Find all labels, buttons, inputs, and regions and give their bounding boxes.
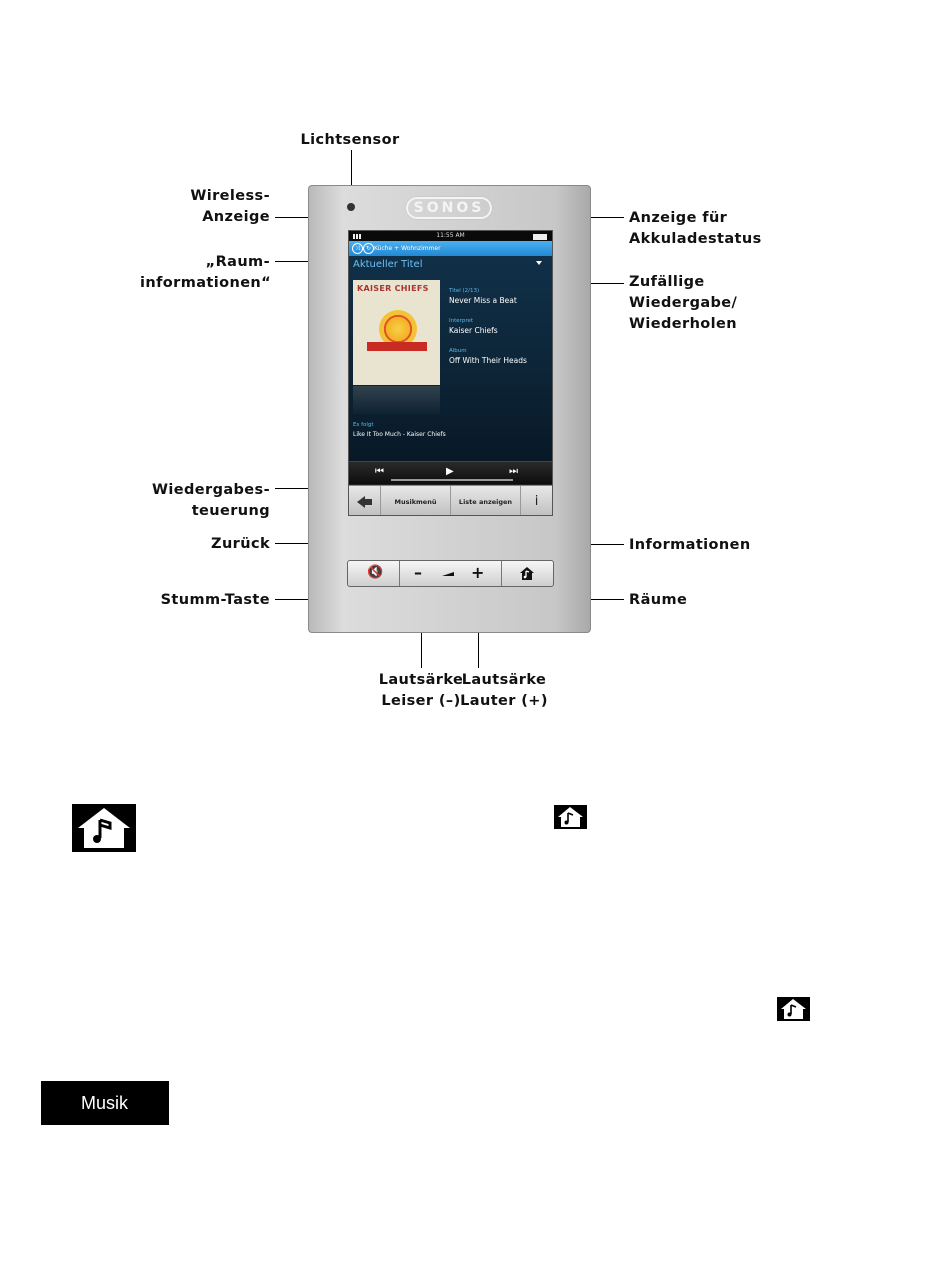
callout-leiser: Lautsärke Leiser (–) [378,672,464,709]
album-art [353,280,440,385]
rooms-button[interactable] [502,561,553,586]
shuffle-icon[interactable]: ⤨ [352,243,363,254]
callout-wireless: Wireless- Anzeige [190,188,270,225]
callout-raeume: Räume [629,592,688,608]
rooms-icon-large [72,804,136,852]
now-playing-header[interactable]: Aktueller Titel [353,259,423,270]
progress-bar[interactable] [391,479,513,481]
track-label: Titel (2/13) [449,288,480,294]
album-label: Album [449,348,467,354]
callout-informationen: Informationen [629,537,751,553]
bottom-nav-bar [349,485,552,516]
next-value: Like It Too Much - Kaiser Chiefs [353,431,446,438]
rooms-icon-small-1 [554,805,587,829]
artist-value: Kaiser Chiefs [449,326,498,335]
back-button[interactable] [349,486,381,516]
callout-lauter: Lautsärke Lauter (+) [460,672,548,709]
music-menu-button[interactable]: Musikmenü [381,486,451,516]
mute-icon: 🔇 [367,565,384,580]
previous-track-icon[interactable]: ⏮ [375,466,384,477]
volume-rocker[interactable] [400,561,502,586]
back-arrow-stem [364,499,372,505]
callout-lichtsensor: Lichtsensor [300,132,400,148]
artist-label: Interpret [449,318,474,324]
rooms-house-icon [519,566,535,581]
callout-zurueck: Zurück [211,536,270,552]
musik-section-heading [41,1081,169,1125]
album-art-reflection [353,386,440,414]
volume-up-button[interactable]: + [471,563,485,582]
battery-icon [533,234,547,240]
room-info-bar[interactable] [349,241,552,256]
device-screen [348,230,553,516]
rooms-icon-small-2 [777,997,810,1021]
info-button[interactable]: i [534,494,539,509]
light-sensor [347,203,355,211]
callout-wiedergabe: Wiedergabes- teuerung [152,482,270,519]
album-art-text: KAISER CHIEFS [357,284,429,293]
status-bar [349,231,552,241]
sonos-controller-device [308,185,591,633]
now-playing-panel [349,256,552,461]
dropdown-arrow-icon[interactable] [536,261,542,265]
room-label: Küche + Wohnzimmer [374,245,441,252]
track-value: Never Miss a Beat [449,296,517,305]
volume-down-button[interactable]: – [414,563,422,582]
album-value: Off With Their Heads [449,356,527,365]
show-list-button[interactable]: Liste anzeigen [451,486,521,516]
callout-akku: Anzeige für Akkuladestatus [629,210,762,247]
album-art-ribbon [367,342,427,351]
wireless-signal-icon [353,234,365,239]
callout-zufall: Zufällige Wiedergabe/ Wiederholen [629,274,738,332]
mute-button[interactable] [348,561,400,586]
hardware-keys [347,560,554,587]
status-time: 11:55 AM [436,232,465,239]
repeat-icon[interactable]: ↻ [363,243,374,254]
volume-icon [442,572,454,576]
callout-raum: „Raum- informationen“ [140,254,272,291]
next-label: Es folgt [353,422,374,428]
next-track-icon[interactable]: ⏭ [509,466,518,477]
musik-heading-text: Musik [81,1093,129,1113]
sonos-logo: SONOS [406,197,492,219]
callout-stumm: Stumm-Taste [160,592,270,608]
play-icon[interactable]: ▶ [446,466,454,477]
